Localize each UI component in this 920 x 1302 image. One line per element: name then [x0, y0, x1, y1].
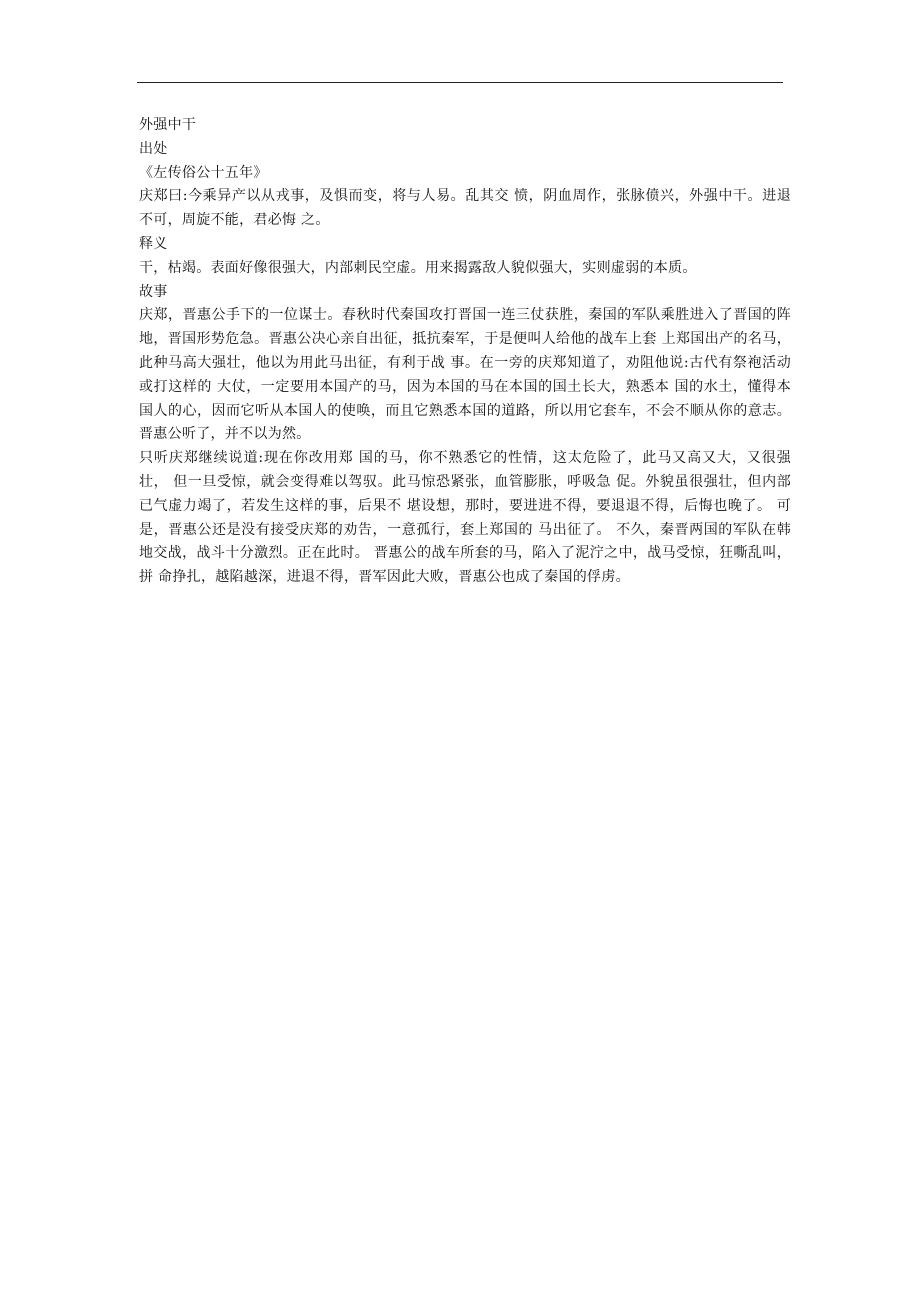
story-paragraph-1: 庆郑，晋惠公手下的一位谋士。春秋时代秦国攻打晋国一连三仗获胜，秦国的军队乘胜进入了晋国的阵地，晋国形势危急。晋惠公决心亲自出征，抵抗秦军，于是便叫人给他的战车上套 上郑国出产的名马，此种马高大强壮，他以为用此马出征，有利于战 事。在一旁的庆郑知道了，劝阻他说:古代有祭袍活动或打这样的 大仗，一定要用本国产的马，因为本国的马在本国的国土长大，熟悉本 国的水土，懂得本国人的心，因而它听从本国人的使唤，而且它熟悉本国的道路，所以用它套车，不会不顺从你的意志。 晋惠公听了，并不以为然。 — [139, 307, 791, 443]
idiom-title: 外强中干 — [139, 117, 197, 133]
source-reference: 《左传俗公十五年》 — [139, 164, 268, 181]
header-rule — [137, 82, 783, 83]
source-quote: 庆郑曰:今乘异产以从戎事，及惧而变，将与人易。乱其交 愤，阴血周作，张脉偾兴，外强中干。进退不可，周旋不能，君必悔 之。 — [139, 188, 791, 229]
source-heading: 出处 — [139, 140, 168, 157]
story-heading: 故事 — [139, 283, 168, 300]
document-body — [139, 114, 791, 590]
meaning-heading: 释义 — [139, 235, 168, 252]
story-paragraph-2: 只听庆郑继续说道:现在你改用郑 国的马，你不熟悉它的性情，这太危险了，此马又高又大，又很强壮， 但一旦受惊，就会变得难以驾驭。此马惊恐紧张，血管膨胀，呼吸急 促。外貌虽很强壮，但内部已气虚力竭了，若发生这样的事，后果不 堪设想，那时，要进进不得，要退退不得，后悔也晚了。 可是，晋惠公还是没有接受庆郑的劝告，一意孤行，套上郑国的 马出征了。 不久，秦晋两国的军队在韩地交战，战斗十分激烈。正在此时。 晋惠公的战车所套的马，陷入了泥泞之中，战马受惊，狂嘶乱叫，拼 命挣扎，越陷越深，进退不得，晋军因此大败，晋惠公也成了秦国的俘虏。 — [139, 450, 791, 586]
meaning-text: 干，枯竭。表面好像很强大，内部刺民空虚。用来揭露敌人貌似强大，实则虚弱的本质。 — [139, 259, 697, 276]
